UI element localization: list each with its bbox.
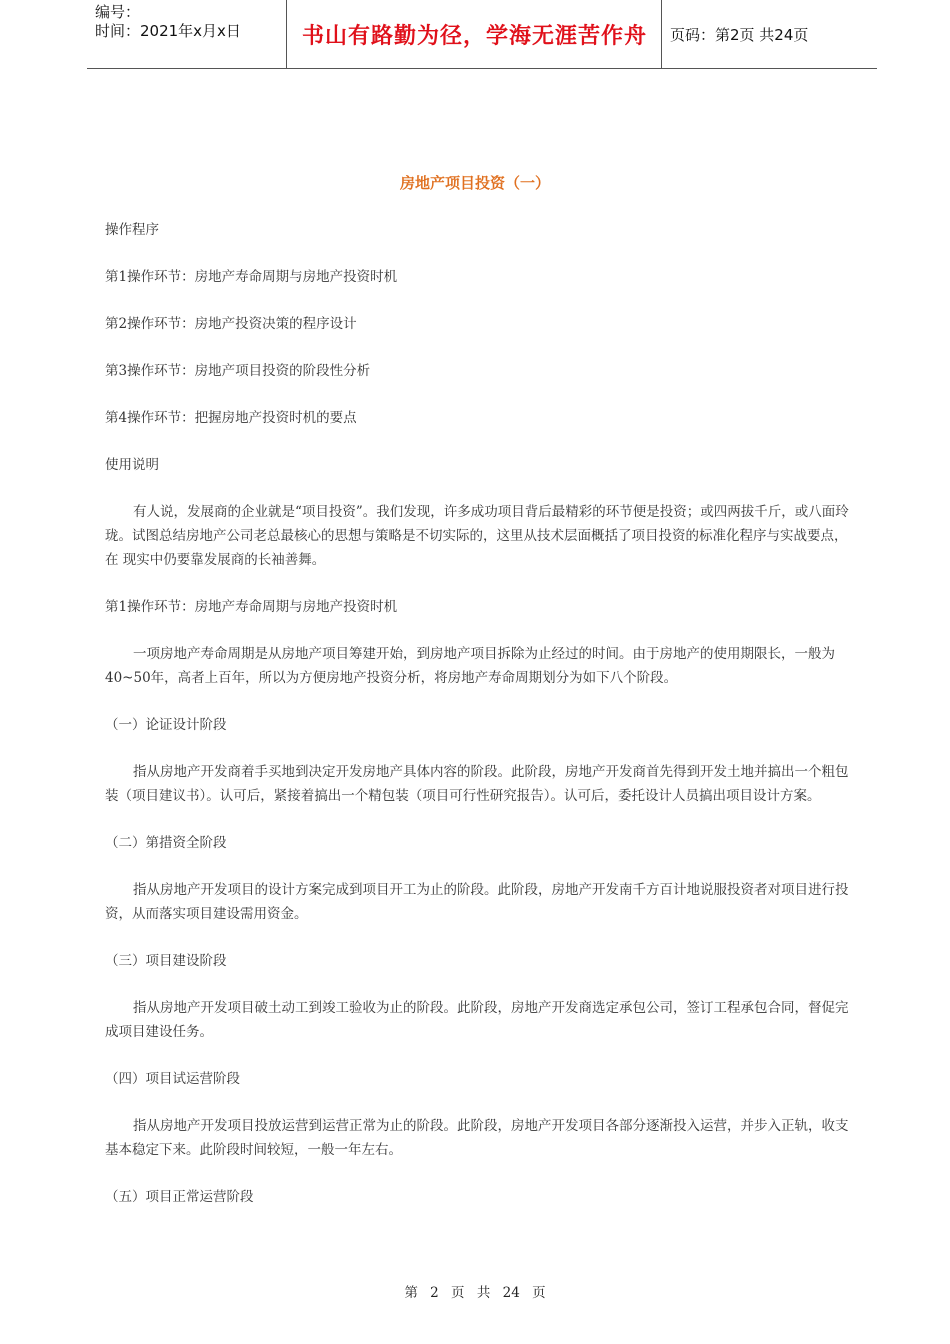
header-motto-cell	[288, 0, 662, 68]
header-page-cell	[662, 0, 877, 68]
subsection-heading: （一）论证设计阶段	[105, 717, 227, 733]
subsection-heading: （二）第措资全阶段	[105, 835, 227, 851]
subsection-heading: （四）项目试运营阶段	[105, 1071, 240, 1087]
body-paragraph: 指从房地产开发项目投放运营到运营正常为止的阶段。此阶段，房地产开发项目各部分逐渐投入运营，并步入正轨，收支基本稳定下来。此阶段时间较短，一般一年左右。	[105, 1118, 849, 1158]
body-paragraph: 有人说，发展商的企业就是“项目投资”。我们发现，许多成功项目背后最精彩的环节便是投资；或四两拔千斤，或八面玲珑。试图总结房地产公司老总最核心的思想与策略是不切实际的，这里从技术层面概括了项目投资的标准化程序与实战要点，在 现实中仍要靠发展商的长袖善舞。	[105, 504, 849, 568]
body-paragraph: 指从房地产开发商着手买地到决定开发房地产具体内容的阶段。此阶段，房地产开发商首先得到开发土地并搞出一个粗包装（项目建议书）。认可后，紧接着搞出一个精包装（项目可行性研究报告）。认可后，委托设计人员搞出项目设计方案。	[105, 764, 849, 804]
page-header	[87, 0, 877, 69]
document-time-label: 时间：2021年x月x日	[95, 22, 241, 40]
document-title: 房地产项目投资（一）	[399, 174, 550, 192]
step-item: 第2操作环节：房地产投资决策的程序设计	[105, 316, 357, 332]
section-heading: 使用说明	[105, 457, 159, 473]
footer-page-number: 2	[430, 1285, 439, 1301]
subsection-heading: （三）项目建设阶段	[105, 953, 227, 969]
body-paragraph: 指从房地产开发项目的设计方案完成到项目开工为止的阶段。此阶段，房地产开发南千方百计地说服投资者对项目进行投资，从而落实项目建设需用资金。	[105, 882, 849, 922]
footer-total-pages: 24	[502, 1285, 520, 1301]
step-item: 第1操作环节：房地产寿命周期与房地产投资时机	[105, 269, 398, 285]
section-heading: 第1操作环节：房地产寿命周期与房地产投资时机	[105, 599, 398, 615]
page-footer	[0, 1281, 950, 1301]
subsection-heading: （五）项目正常运营阶段	[105, 1189, 254, 1205]
document-number-label: 编号：	[95, 3, 141, 21]
body-paragraph: 指从房地产开发项目破土动工到竣工验收为止的阶段。此阶段，房地产开发商选定承包公司，签订工程承包合同，督促完成项目建设任务。	[105, 1000, 849, 1040]
body-paragraph: 一项房地产寿命周期是从房地产项目筹建开始，到房地产项目拆除为止经过的时间。由于房地产的使用期限长，一般为40~50年，高者上百年，所以为方便房地产投资分析，将房地产寿命周期划分为如下八个阶段。	[105, 646, 835, 686]
header-page-label: 页码：第2页 共24页	[670, 25, 809, 44]
document-body	[105, 218, 855, 1209]
footer-ye: 页	[451, 1285, 465, 1301]
header-motto: 书山有路勤为径，学海无涯苦作舟	[301, 23, 647, 49]
section-heading: 操作程序	[105, 222, 159, 238]
step-item: 第4操作环节：把握房地产投资时机的要点	[105, 410, 357, 426]
footer-ye: 页	[532, 1285, 546, 1301]
step-item: 第3操作环节：房地产项目投资的阶段性分析	[105, 363, 371, 379]
footer-di: 第	[404, 1285, 418, 1301]
footer-gong: 共	[476, 1285, 491, 1301]
header-info-cell	[87, 0, 287, 68]
